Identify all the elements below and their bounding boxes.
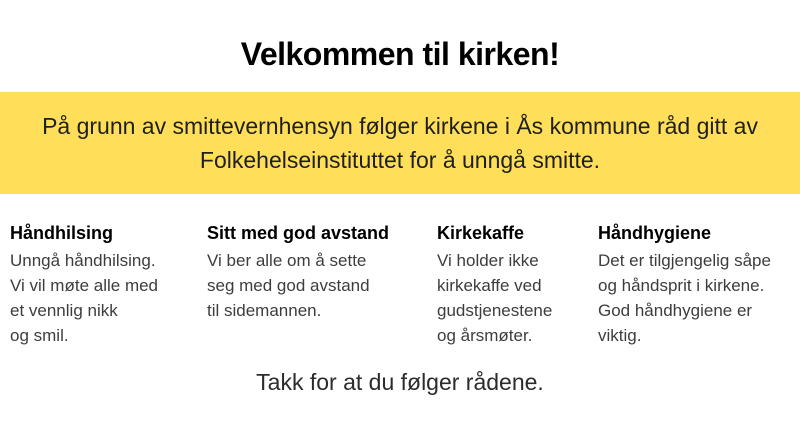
- column-heading: Sitt med god avstand: [207, 223, 390, 243]
- column-text-line: Vi ber alle om å sette: [207, 251, 367, 270]
- column-text-line: og årsmøter.: [437, 326, 533, 345]
- column-text-line: seg med god avstand: [207, 276, 370, 295]
- column-text-line: viktig.: [598, 326, 642, 345]
- notice-banner-line: Folkehelseinstituttet for å unngå smitte.: [199, 147, 601, 173]
- notice-banner: [0, 92, 800, 194]
- column-text-line: og håndsprit i kirkene.: [598, 276, 765, 295]
- guideline-columns: [0, 222, 800, 352]
- column-text-line: Vi vil møte alle med: [10, 276, 159, 295]
- column-text-line: gudstjenestene: [437, 301, 553, 320]
- column-text-line: Unngå håndhilsing.: [10, 251, 156, 270]
- column-text-line: til sidemannen.: [207, 301, 322, 320]
- column-handhygiene: [598, 222, 798, 348]
- column-text-line: et vennlig nikk: [10, 301, 118, 320]
- column-text-line: og smil.: [10, 326, 69, 345]
- notice-banner-line: På grunn av smittevernhensyn følger kirkene i Ås kommune råd gitt av: [42, 113, 758, 139]
- column-heading: Håndhilsing: [10, 223, 113, 243]
- column-heading: Håndhygiene: [598, 223, 712, 243]
- column-text-line: Det er tilgjengelig såpe: [598, 251, 771, 270]
- column-avstand: [207, 222, 429, 323]
- column-text-line: God håndhygiene er: [598, 301, 753, 320]
- footer-thanks-text: Takk for at du følger rådene.: [256, 369, 544, 395]
- column-text-line: kirkekaffe ved: [437, 276, 542, 295]
- column-text-line: Vi holder ikke: [437, 251, 539, 270]
- column-handhilsing: [10, 222, 202, 348]
- column-kirkekaffe: [437, 222, 599, 348]
- page-title: Velkommen til kirken!: [240, 36, 560, 72]
- column-heading: Kirkekaffe: [437, 223, 525, 243]
